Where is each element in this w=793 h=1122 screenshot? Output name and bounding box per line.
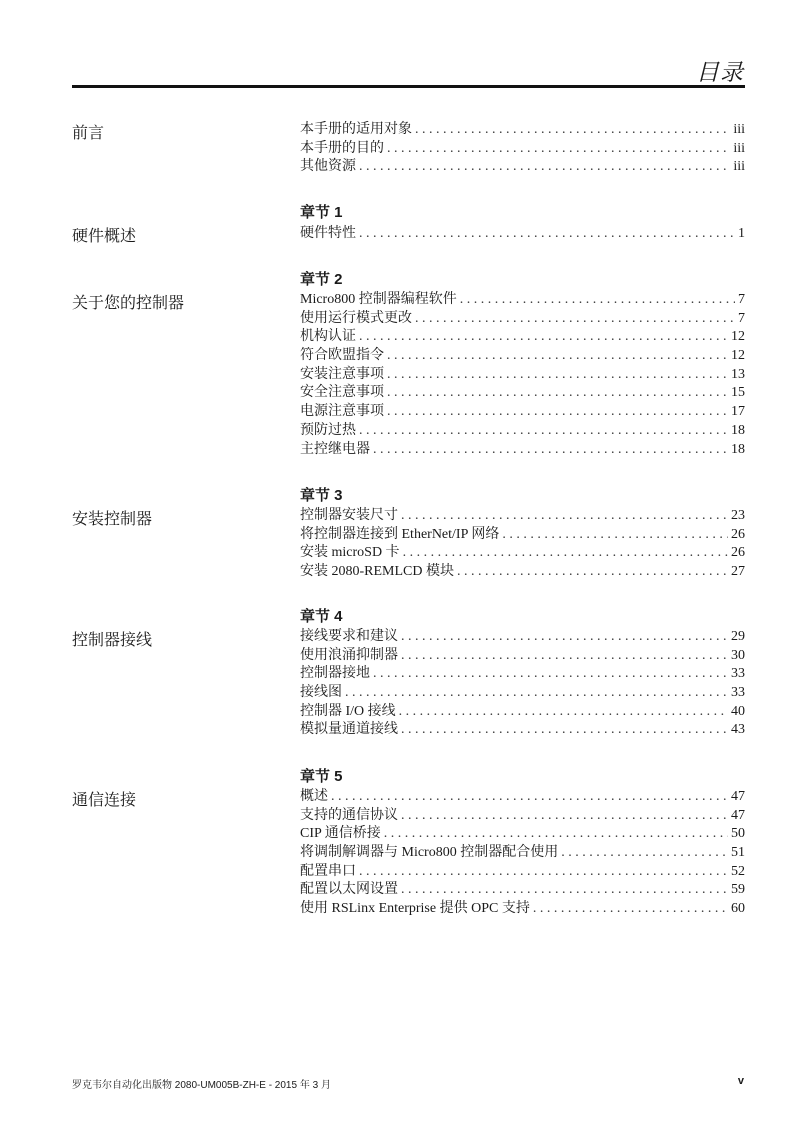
toc-entry[interactable] [300, 158, 745, 177]
toc-entry-title: 主控继电器 [300, 441, 370, 457]
toc-entry-title: CIP 通信桥接 [300, 826, 381, 842]
toc-entry[interactable] [300, 422, 745, 441]
dot-leader [331, 788, 728, 807]
toc-entry[interactable] [300, 825, 745, 844]
toc-entry[interactable] [300, 900, 745, 919]
toc-entry[interactable] [300, 140, 745, 159]
toc-entry-title: 符合欧盟指令 [300, 348, 384, 364]
toc-entry-title: Micro800 控制器编程软件 [300, 292, 457, 307]
toc-entry-title: 使用运行模式更改 [300, 310, 412, 326]
toc-entry[interactable] [300, 721, 745, 740]
dot-leader [384, 825, 728, 844]
dot-leader [401, 721, 728, 740]
toc-entry[interactable] [300, 628, 745, 647]
toc-entry-page: 30 [731, 647, 745, 663]
dot-leader [401, 807, 728, 826]
toc-entry[interactable] [300, 647, 745, 666]
toc-entry[interactable] [300, 844, 745, 863]
toc-entry[interactable] [300, 403, 745, 422]
toc-entry-title: 控制器 I/O 接线 [300, 703, 396, 719]
toc-entry-page: 7 [738, 310, 745, 326]
section-label: 安装控制器 [72, 511, 153, 528]
toc-entry[interactable] [300, 526, 745, 545]
toc-entry-page: 29 [731, 629, 745, 644]
dot-leader [345, 684, 728, 703]
chapter-heading: 章节 1 [300, 204, 343, 221]
dot-leader [460, 291, 735, 310]
dot-leader [359, 328, 728, 347]
toc-entry[interactable] [300, 121, 745, 140]
toc-entry-title: 接线图 [300, 685, 342, 701]
toc-entry-title: 将调制解调器与 Micro800 控制器配合使用 [300, 845, 559, 861]
toc-entry-page: 26 [731, 545, 745, 561]
dot-leader [359, 422, 728, 441]
toc-entry-title: 其他资源 [300, 159, 356, 175]
toc-entry-page: 40 [731, 703, 745, 719]
toc-entry-title: 安装 2080-REMLCD 模块 [300, 564, 454, 580]
toc-entry-title: 概述 [300, 789, 328, 804]
chapter-heading: 章节 3 [300, 487, 343, 504]
dot-leader [403, 544, 728, 563]
toc-entry[interactable] [300, 507, 745, 526]
toc-entry[interactable] [300, 544, 745, 563]
section-label: 前言 [72, 125, 105, 142]
dot-leader [415, 121, 730, 140]
chapter-heading: 章节 4 [300, 608, 343, 625]
page-title: 目录 [696, 59, 744, 85]
dot-leader [457, 563, 728, 582]
toc-entry[interactable] [300, 225, 745, 244]
toc-entry[interactable] [300, 384, 745, 403]
chapter-heading: 章节 5 [300, 768, 343, 785]
toc-entry-page: 12 [731, 329, 745, 345]
toc-entry-title: 硬件特性 [300, 226, 356, 241]
toc-entry[interactable] [300, 310, 745, 329]
toc-entry-title: 支持的通信协议 [300, 807, 398, 823]
toc-entry-title: 控制器接地 [300, 666, 370, 682]
toc-entry-title: 配置以太网设置 [300, 882, 398, 898]
toc-entry-title: 安装注意事项 [300, 366, 384, 382]
toc-entry[interactable] [300, 703, 745, 722]
footer-page-number: v [737, 1075, 744, 1087]
toc-entry-title: 配置串口 [300, 863, 356, 879]
dot-leader [533, 900, 728, 919]
toc-entry-page: 60 [731, 901, 745, 917]
toc-entry-title: 本手册的目的 [300, 140, 384, 156]
toc-entry[interactable] [300, 684, 745, 703]
toc-entry-page: 13 [731, 366, 745, 382]
toc-entry-page: iii [733, 122, 745, 137]
toc-entry-title: 预防过热 [300, 422, 356, 438]
toc-entry-title: 本手册的适用对象 [300, 122, 412, 137]
toc-entry-title: 将控制器连接到 EtherNet/IP 网络 [300, 526, 500, 542]
toc-entry[interactable] [300, 665, 745, 684]
dot-leader [401, 628, 728, 647]
toc-entry-list [300, 121, 745, 177]
dot-leader [359, 863, 728, 882]
toc-entry-title: 使用 RSLinx Enterprise 提供 OPC 支持 [300, 901, 530, 917]
toc-entry-page: 51 [731, 845, 745, 861]
toc-entry[interactable] [300, 347, 745, 366]
toc-entry[interactable] [300, 291, 745, 310]
toc-entry-page: 47 [731, 789, 745, 804]
dot-leader [373, 441, 728, 460]
dot-leader [561, 844, 728, 863]
section-label: 关于您的控制器 [72, 295, 185, 312]
toc-entry-page: 23 [731, 508, 745, 523]
dot-leader [415, 310, 735, 329]
toc-entry[interactable] [300, 863, 745, 882]
chapter-heading: 章节 2 [300, 271, 343, 288]
toc-entry-page: 18 [731, 441, 745, 457]
toc-entry-page: 33 [731, 685, 745, 701]
toc-entry-list [300, 225, 745, 244]
toc-entry[interactable] [300, 788, 745, 807]
dot-leader [401, 881, 728, 900]
toc-entry-page: 17 [731, 404, 745, 420]
section-label: 控制器接线 [72, 632, 153, 649]
toc-entry-title: 使用浪涌抑制器 [300, 647, 398, 663]
toc-entry-title: 安装 microSD 卡 [300, 545, 400, 561]
toc-entry[interactable] [300, 563, 745, 582]
toc-entry[interactable] [300, 366, 745, 385]
dot-leader [502, 526, 728, 545]
toc-entry-page: 33 [731, 666, 745, 682]
toc-entry[interactable] [300, 328, 745, 347]
toc-entry-list [300, 291, 745, 459]
toc-entry-list [300, 628, 745, 740]
toc-entry-page: 27 [731, 564, 745, 580]
dot-leader [373, 665, 728, 684]
toc-entry-page: 15 [731, 385, 745, 401]
toc-entry-title: 控制器安装尺寸 [300, 508, 398, 523]
toc-entry-title: 模拟量通道接线 [300, 722, 398, 738]
footer-publication: 罗克韦尔自动化出版物 2080-UM005B-ZH-E - 2015 年 3 月 [72, 1080, 331, 1091]
toc-entry-list [300, 507, 745, 582]
toc-entry[interactable] [300, 807, 745, 826]
toc-entry-page: 7 [738, 292, 745, 307]
section-label: 硬件概述 [72, 228, 137, 245]
toc-entry-page: 43 [731, 722, 745, 738]
toc-entry-title: 安全注意事项 [300, 385, 384, 401]
dot-leader [359, 225, 735, 244]
toc-entry-page: 59 [731, 882, 745, 898]
dot-leader [401, 507, 728, 526]
toc-entry-page: iii [733, 159, 745, 175]
toc-entry-list [300, 788, 745, 919]
toc-entry-page: 50 [731, 826, 745, 842]
toc-entry-page: 26 [731, 526, 745, 542]
toc-entry-title: 电源注意事项 [300, 404, 384, 420]
dot-leader [387, 403, 728, 422]
toc-entry-page: 47 [731, 807, 745, 823]
toc-entry-page: 52 [731, 863, 745, 879]
toc-entry-page: 12 [731, 348, 745, 364]
dot-leader [387, 347, 728, 366]
toc-entry-title: 机构认证 [300, 329, 356, 345]
title-rule [72, 85, 745, 88]
dot-leader [387, 384, 728, 403]
toc-entry-page: 18 [731, 422, 745, 438]
toc-entry-page: iii [733, 140, 745, 156]
dot-leader [387, 140, 730, 159]
dot-leader [359, 158, 730, 177]
dot-leader [387, 366, 728, 385]
dot-leader [399, 703, 728, 722]
toc-entry-page: 1 [738, 226, 745, 241]
dot-leader [401, 647, 728, 666]
toc-entry-title: 接线要求和建议 [300, 629, 398, 644]
toc-entry[interactable] [300, 881, 745, 900]
section-label: 通信连接 [72, 792, 137, 809]
toc-entry[interactable] [300, 441, 745, 460]
